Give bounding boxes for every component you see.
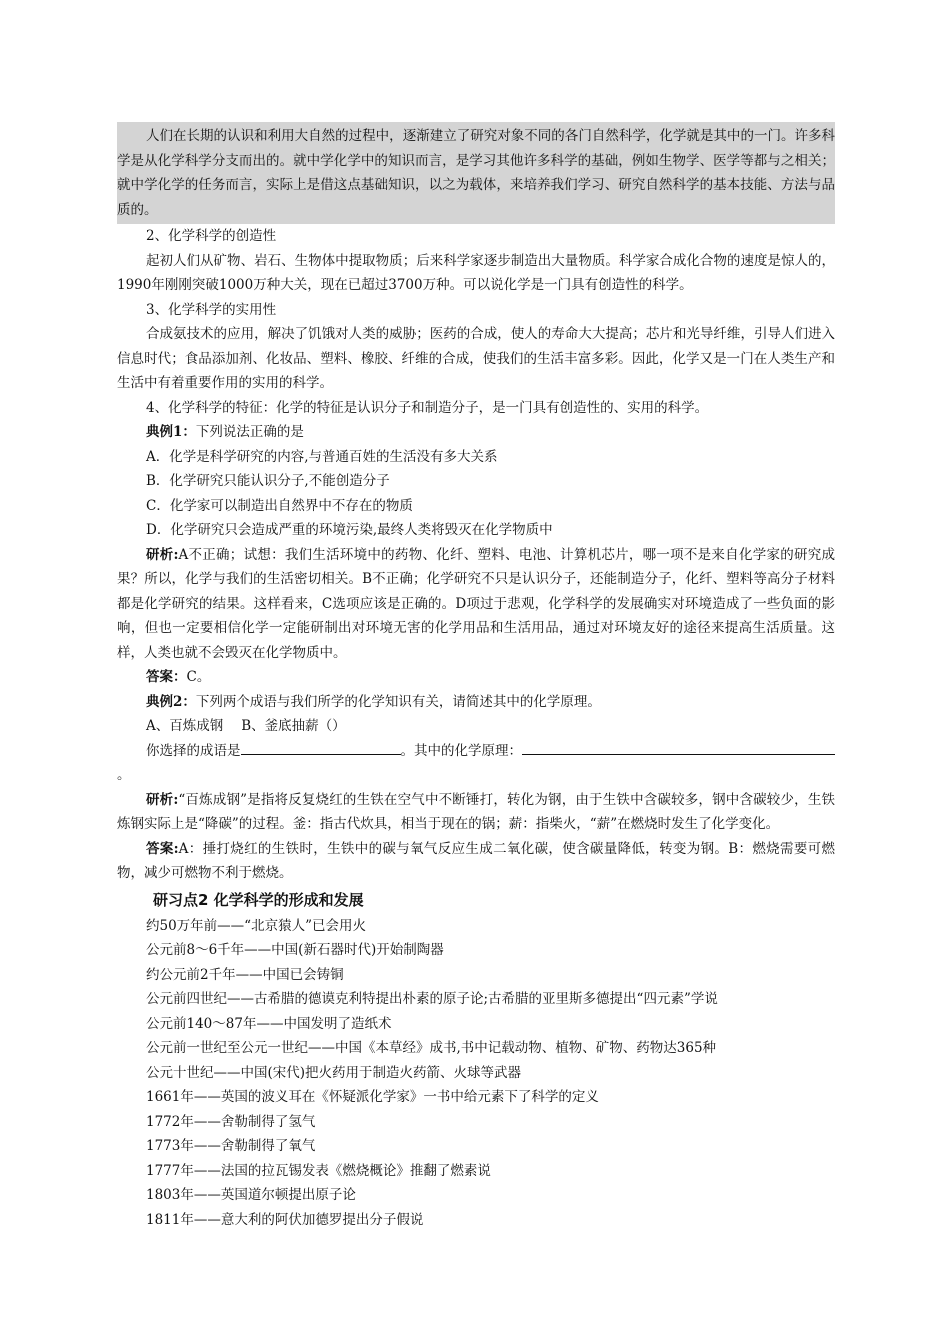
example-2-analysis-label: 研析: bbox=[146, 791, 179, 808]
example-2-answer bbox=[117, 837, 835, 886]
example-1-label: 典例1： bbox=[146, 424, 196, 440]
timeline-item: 公元前140～87年——中国发明了造纸术 bbox=[146, 1015, 392, 1032]
example-2-option-a: A、百炼成钢 bbox=[146, 718, 224, 734]
principle-answer-blank[interactable] bbox=[522, 739, 835, 755]
example-1-analysis-text: A不正确；试想：我们生活环境中的药物、化纤、塑料、电池、计算机芯片，哪一项不是来自化学家的研究成果？所以，化学与我们的生活密切相关。B不正确；化学研究不只是认识分子，还能制造分子，化纤、塑料等高分子材料都是化学研究的结果。这样看来，C选项应该是正确的。D项过于悲观，化学科学的发展确实对环境造成了一些负面的影响，但也一定要相信化学一定能研制出对环境无害的化学用品和生活用品，通过对环境友好的途径来提高生活质量。这样，人类也就不会毁灭在化学物质中。 bbox=[117, 546, 836, 661]
section-3-body: 合成氨技术的应用，解决了饥饿对人类的威胁；医药的合成，使人的寿命大大提高；芯片和光导纤维，引导人们进入信息时代；食品添加剂、化妆品、塑料、橡胶、纤维的合成，使我们的生活丰富多彩。因此，化学又是一门在人类生产和生活中有着重要作用的实用的科学。 bbox=[117, 326, 835, 391]
example-1-analysis-label: 研析: bbox=[146, 546, 179, 563]
timeline-item: 1773年——舍勒制得了氧气 bbox=[146, 1138, 316, 1154]
example-1-text: 下列说法正确的是 bbox=[195, 424, 304, 440]
example-2-analysis-text: “百炼成钢”是指将反复烧红的生铁在空气中不断锤打，转化为钢，由于生铁中含碳较多，钢中含碳较少，生铁炼钢实际上是“降碳”的过程。釜：指古代炊具，相当于现在的锅；薪：指柴火，“薪”在燃烧时发生了化学变化。 bbox=[117, 791, 836, 832]
document-content bbox=[117, 122, 835, 1232]
example-2-answer-text: A：捶打烧红的生铁时，生铁中的碳与氧气反应生成二氧化碳，使含碳量降低，转变为钢。B：燃烧需要可燃物，减少可燃物不利于燃烧。 bbox=[117, 840, 836, 881]
timeline-item: 1777年——法国的拉瓦锡发表《燃烧概论》推翻了燃素说 bbox=[146, 1162, 491, 1179]
example-2-label: 典例2： bbox=[146, 693, 196, 710]
example-2-analysis bbox=[117, 788, 835, 837]
example-2-option-b: B、釜底抽薪（） bbox=[241, 718, 346, 734]
timeline-item: 1772年——舍勒制得了氢气 bbox=[146, 1113, 316, 1130]
timeline-item: 约50万年前——“北京猿人”已会用火 bbox=[146, 917, 366, 934]
section-2-body: 起初人们从矿物、岩石、生物体中提取物质；后来科学家逐步制造出大量物质。科学家合成化合物的速度是惊人的，1990年刚刚突破1000万种大关，现在已超过3700万种。可以说化学是一门具有创造性的科学。 bbox=[117, 252, 835, 293]
example-2-options bbox=[117, 714, 835, 739]
example-1-option-d: D．化学研究只会造成严重的环境污染,最终人类将毁灭在化学物质中 bbox=[146, 522, 553, 538]
section-2-title: 2、化学科学的创造性 bbox=[146, 228, 277, 244]
example-1-question bbox=[117, 420, 835, 445]
example-2-question bbox=[117, 690, 835, 715]
timeline-item: 约公元前2千年——中国已会铸铜 bbox=[146, 966, 344, 983]
timeline-item: 1803年——英国道尔顿提出原子论 bbox=[146, 1187, 356, 1203]
example-1-option-c: C．化学家可以制造出自然界中不存在的物质 bbox=[146, 497, 413, 514]
intro-paragraph: 人们在长期的认识和利用大自然的过程中，逐渐建立了研究对象不同的各门自然科学，化学就是其中的一门。许多科学是从化学科学分支而出的。就中学化学中的知识而言，是学习其他许多科学的基础，例如生物学、医学等都与之相关；就中学化学的任务而言，实际上是借这点基础知识，以之为载体，来培养我们学习、研究自然科学的基本技能、方法与品质的。 bbox=[117, 122, 835, 224]
section-3-title: 3、化学科学的实用性 bbox=[146, 301, 277, 318]
example-1-answer-text: C。 bbox=[186, 669, 211, 685]
timeline-item: 1811年——意大利的阿伏加德罗提出分子假说 bbox=[146, 1211, 424, 1228]
example-2-text: 下列两个成语与我们所学的化学知识有关，请简述其中的化学原理。 bbox=[195, 693, 601, 710]
timeline-item: 1661年——英国的波义耳在《怀疑派化学家》一书中给元素下了科学的定义 bbox=[146, 1089, 599, 1105]
timeline-item: 公元前四世纪——古希腊的德谟克利特提出朴素的原子论;古希腊的亚里斯多德提出“四元素”学说 bbox=[146, 991, 718, 1007]
example-1-option-a: A．化学是科学研究的内容,与普通百姓的生活没有多大关系 bbox=[146, 448, 498, 465]
section-4-paragraph: 4、化学科学的特征：化学的特征是认识分子和制造分子，是一门具有创造性的、实用的科学。 bbox=[146, 399, 709, 416]
fill-mid: 。其中的化学原理： bbox=[400, 742, 522, 759]
example-1-answer bbox=[117, 665, 835, 690]
section-heading: 研习点2 化学科学的形成和发展 bbox=[153, 890, 364, 909]
idiom-answer-blank[interactable] bbox=[241, 739, 401, 755]
example-1-answer-label: 答案： bbox=[146, 669, 187, 685]
fill-prefix: 你选择的成语是 bbox=[146, 742, 241, 759]
fill-end: 。 bbox=[117, 767, 131, 783]
example-2-fill-line bbox=[117, 739, 835, 788]
example-1-option-b: B．化学研究只能认识分子,不能创造分子 bbox=[146, 473, 390, 489]
timeline-item: 公元十世纪——中国(宋代)把火药用于制造火药箭、火球等武器 bbox=[146, 1064, 522, 1081]
timeline-item: 公元前一世纪至公元一世纪——中国《本草经》成书,书中记载动物、植物、矿物、药物达365种 bbox=[146, 1040, 717, 1056]
timeline-list bbox=[117, 914, 835, 1233]
example-1-analysis bbox=[117, 543, 835, 666]
timeline-item: 公元前8～6千年——中国(新石器时代)开始制陶器 bbox=[146, 942, 444, 958]
example-2-answer-label: 答案: bbox=[146, 840, 179, 857]
